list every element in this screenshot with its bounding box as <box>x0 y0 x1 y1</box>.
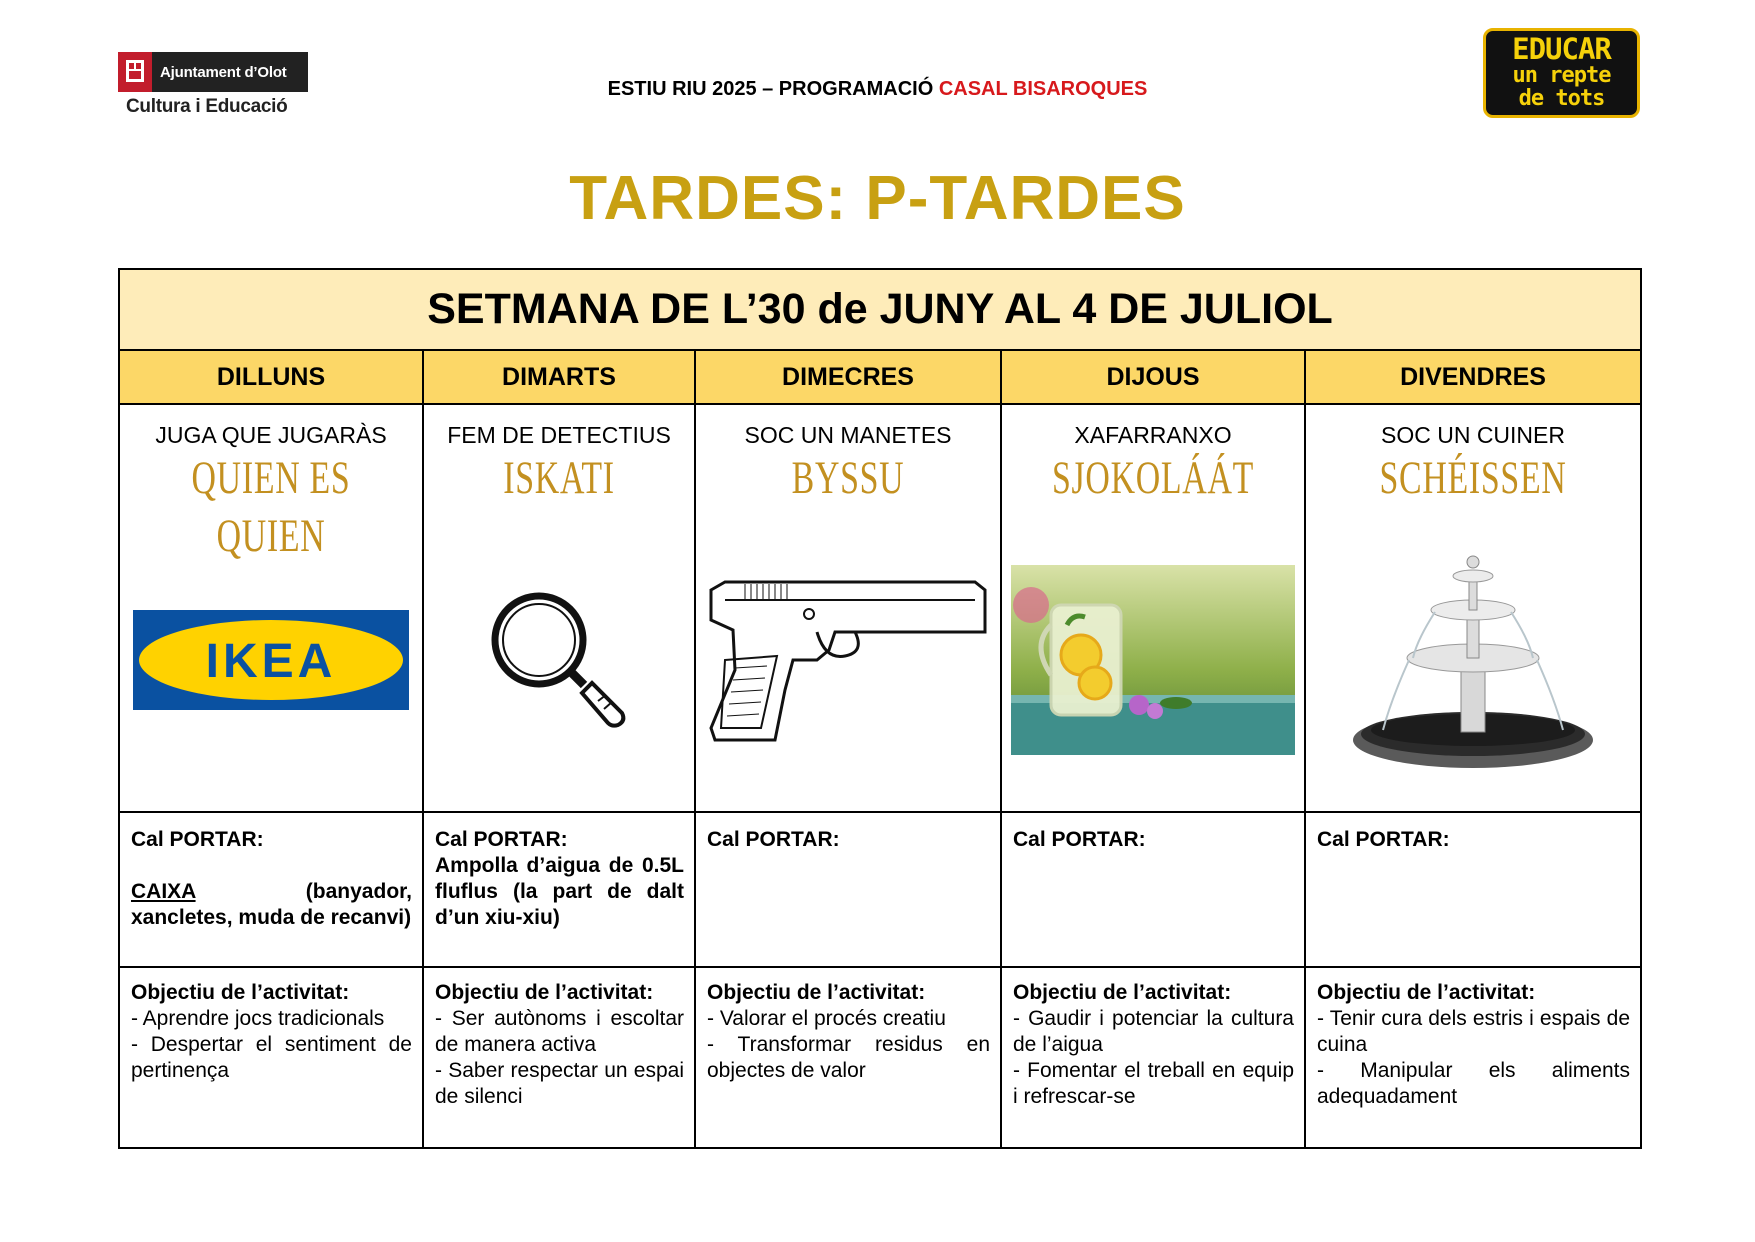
activity-name: SCHÉISSEN <box>1379 452 1567 504</box>
bring-cell <box>1002 813 1304 968</box>
activity-subtitle: FEM DE DETECTIUS <box>447 422 671 448</box>
activity-cell <box>120 405 422 813</box>
cultura-educacio-text: Cultura i Educació <box>126 96 288 117</box>
lemonade-jug-photo <box>1002 535 1304 785</box>
day-column-dimecres <box>694 351 1000 1147</box>
objective-label: Objectiu de l’activitat: <box>131 981 350 1004</box>
activity-name: SJOKOLÁÁT <box>1051 452 1255 504</box>
bring-label: Cal PORTAR: <box>1317 828 1450 851</box>
schedule-table <box>118 268 1642 1149</box>
bring-label: Cal PORTAR: <box>707 828 840 851</box>
bring-cell <box>424 813 694 968</box>
activity-subtitle: SOC UN CUINER <box>1380 422 1565 448</box>
objective-cell <box>120 968 422 1084</box>
objective-cell <box>696 968 1000 1084</box>
bring-cell <box>1306 813 1640 968</box>
day-header: DIMECRES <box>696 351 1000 405</box>
activity-name: QUIEN ES QUIEN <box>191 452 351 562</box>
bring-details: Ampolla d’aigua de 0.5L fluflus (la part de dalt d’un xiu-xiu) <box>435 854 684 929</box>
activity-name: BYSSU <box>791 452 905 504</box>
pistol-drawing-image <box>696 535 1000 785</box>
educar-logo <box>1483 28 1640 118</box>
day-column-dilluns <box>120 351 422 1147</box>
objective-text: - Ser autònoms i escoltar de manera activa - Saber respectar un espai de silenci <box>435 1007 684 1108</box>
activity-cell <box>1306 405 1640 813</box>
objective-cell <box>1002 968 1304 1110</box>
bring-details: (banyador, xancletes, muda de recanvi) <box>131 880 412 929</box>
program-heading-text: ESTIU RIU 2025 – PROGRAMACIÓ <box>607 78 939 100</box>
educar-logo-line2: un repte <box>1512 63 1611 88</box>
objective-label: Objectiu de l’activitat: <box>707 981 926 1004</box>
objective-text: - Aprendre jocs tradicionals - Despertar el sentiment de pertinença <box>131 1007 412 1082</box>
bring-cell <box>696 813 1000 968</box>
magnifying-glass-icon <box>424 535 694 785</box>
educar-logo-line3: de tots <box>1518 86 1605 111</box>
bring-label: Cal PORTAR: <box>435 828 568 851</box>
day-header: DIJOUS <box>1002 351 1304 405</box>
day-header: DIVENDRES <box>1306 351 1640 405</box>
objective-cell <box>1306 968 1640 1110</box>
activity-cell <box>424 405 694 813</box>
day-header: DIMARTS <box>424 351 694 405</box>
objective-cell <box>424 968 694 1110</box>
educar-logo-line1: EDUCAR <box>1512 32 1611 66</box>
day-header: DILLUNS <box>120 351 422 405</box>
ikea-logo-image <box>120 535 422 785</box>
activity-cell <box>696 405 1000 813</box>
casal-name: CASAL BISAROQUES <box>938 78 1148 100</box>
activity-name: ISKATI <box>503 452 615 504</box>
bring-label: Cal PORTAR: <box>131 828 264 851</box>
ajuntament-logo-text: Ajuntament d’Olot <box>160 63 287 81</box>
ikea-logo-text: IKEA <box>205 635 337 688</box>
day-column-dijous <box>1000 351 1304 1147</box>
objective-label: Objectiu de l’activitat: <box>1013 981 1232 1004</box>
bring-cell <box>120 813 422 968</box>
activity-subtitle: XAFARRANXO <box>1074 422 1232 448</box>
objective-text: - Valorar el procés creatiu - Transformar residus en objectes de valor <box>707 1007 990 1082</box>
bring-item-box: CAIXA <box>131 880 196 903</box>
objective-label: Objectiu de l’activitat: <box>435 981 654 1004</box>
objective-text: - Gaudir i potenciar la cultura de l’aigua - Fomentar el treball en equip i refrescar-se <box>1013 1007 1294 1108</box>
page-title: TARDES: P-TARDES <box>569 164 1186 233</box>
fountain-image <box>1306 535 1640 785</box>
activity-subtitle: JUGA QUE JUGARÀS <box>155 422 387 448</box>
week-title: SETMANA DE L’30 de JUNY AL 4 DE JULIOL <box>120 270 1640 351</box>
objective-label: Objectiu de l’activitat: <box>1317 981 1536 1004</box>
activity-subtitle: SOC UN MANETES <box>744 422 952 448</box>
day-column-dimarts <box>422 351 694 1147</box>
objective-text: - Tenir cura dels estris i espais de cuina - Manipular els aliments adequadament <box>1317 1007 1630 1108</box>
bring-label: Cal PORTAR: <box>1013 828 1146 851</box>
day-column-divendres <box>1304 351 1640 1147</box>
activity-cell <box>1002 405 1304 813</box>
